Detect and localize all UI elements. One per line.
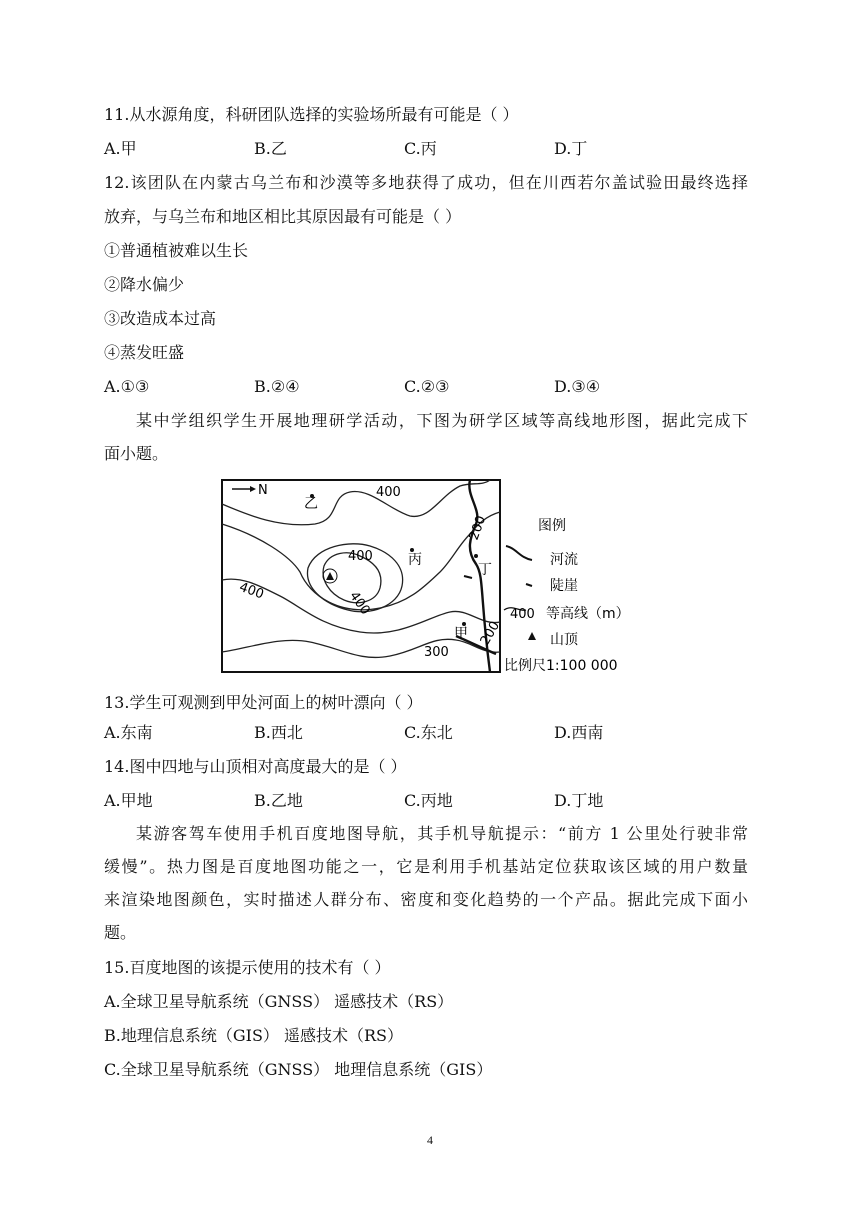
legend-title: 图例 [538,518,566,534]
q15-option-b: B.地理信息系统（GIS） 遥感技术（RS） [104,1026,404,1045]
q12-option-b: B.②④ [254,377,300,396]
q13-option-a: A.东南 [104,723,153,742]
q11-option-d: D.丁 [554,139,588,158]
cliffs [464,576,472,578]
q13-option-b: B.西北 [254,723,303,742]
legend-scale: 比例尺1:100 000 [504,658,618,674]
q14-stem: 14.图中四地与山顶相对高度最大的是（ ） [104,757,407,776]
q13-option-c: C.东北 [404,723,453,742]
contour-label-inner: 400 [348,549,373,564]
q12-item-4: ④蒸发旺盛 [104,343,185,362]
cliff-mark [464,576,472,578]
place-dot-ding [474,554,478,558]
q11-option-c: C.丙 [404,139,437,158]
q15-option-a: A.全球卫星导航系统（GNSS） 遥感技术（RS） [104,992,454,1011]
passage3-line4: 题。 [104,923,137,942]
legend-cliff-symbol [526,584,532,586]
contour-map [220,476,650,676]
passage3-line3: 来渲染地图颜色，实时描述人群分布、密度和变化趋势的一个产品。据此完成下面小 [104,890,748,909]
q14-option-a: A.甲地 [104,791,153,810]
passage2-line1: 某中学组织学生开展地理研学活动，下图为研学区域等高线地形图，据此完成下 [136,411,748,430]
q12-option-c: C.②③ [404,377,450,396]
passage3-line1: 某游客驾车使用手机百度地图导航，其手机导航提示：“前方 1 公里处行驶非常 [136,824,748,843]
north-label: N [258,483,268,498]
q13-option-d: D.西南 [554,723,604,742]
contour-label-left: 400 [237,579,266,603]
legend-cliff: 陡崖 [550,578,578,594]
q11-option-a: A.甲 [104,139,137,158]
q12-option-a: A.①③ [104,377,150,396]
contour-label-inner-lower: 400 [346,588,373,618]
legend-peak-symbol [528,632,536,640]
passage2-line2: 面小题。 [104,444,169,463]
q15-stem: 15.百度地图的该提示使用的技术有（ ） [104,958,391,977]
q14-option-b: B.乙地 [254,791,303,810]
peak-triangle [326,572,334,580]
legend-river-symbol [506,546,532,560]
passage3-line2: 缓慢”。热力图是百度地图功能之一，它是利用手机基站定位获取该区域的用户数量 [104,857,748,876]
contour-label-right: 200 [466,513,490,543]
legend-river: 河流 [550,552,578,568]
place-label-yi: 乙 [304,496,318,512]
contour-label-bottom: 300 [424,645,449,660]
q11-option-b: B.乙 [254,139,287,158]
q12-item-3: ③改造成本过高 [104,309,217,328]
legend-peak: 山顶 [550,632,578,648]
q12-item-2: ②降水偏少 [104,275,185,294]
q13-stem: 13.学生可观测到甲处河面上的树叶漂向（ ） [104,693,423,712]
q15-option-c: C.全球卫星导航系统（GNSS） 地理信息系统（GIS） [104,1060,493,1079]
page-number: 4 [427,1133,433,1147]
q12-stem-line2: 放弃，与乌兰布和地区相比其原因最有可能是（ ） [104,207,462,226]
contour-label-river: 200 [477,618,504,648]
q14-option-c: C.丙地 [404,791,453,810]
north-arrowhead [250,486,256,492]
q12-item-1: ①普通植被难以生长 [104,241,249,260]
legend-contour-value: 400 [510,607,535,622]
place-label-bing: 丙 [408,552,422,568]
legend-contour: 等高线（m） [546,606,630,622]
q11-stem: 11.从水源角度，科研团队选择的实验场所最有可能是（ ） [104,105,519,124]
q14-option-d: D.丁地 [554,791,604,810]
place-label-ding: 丁 [478,562,492,578]
contour-line-bottom [222,639,500,657]
q12-option-d: D.③④ [554,377,601,396]
q12-stem-line1: 12.该团队在内蒙古乌兰布和沙漠等多地获得了成功，但在川西若尔盖试验田最终选择 [104,173,748,192]
contour-label-top: 400 [376,485,401,500]
place-label-jia: 甲 [454,626,468,642]
